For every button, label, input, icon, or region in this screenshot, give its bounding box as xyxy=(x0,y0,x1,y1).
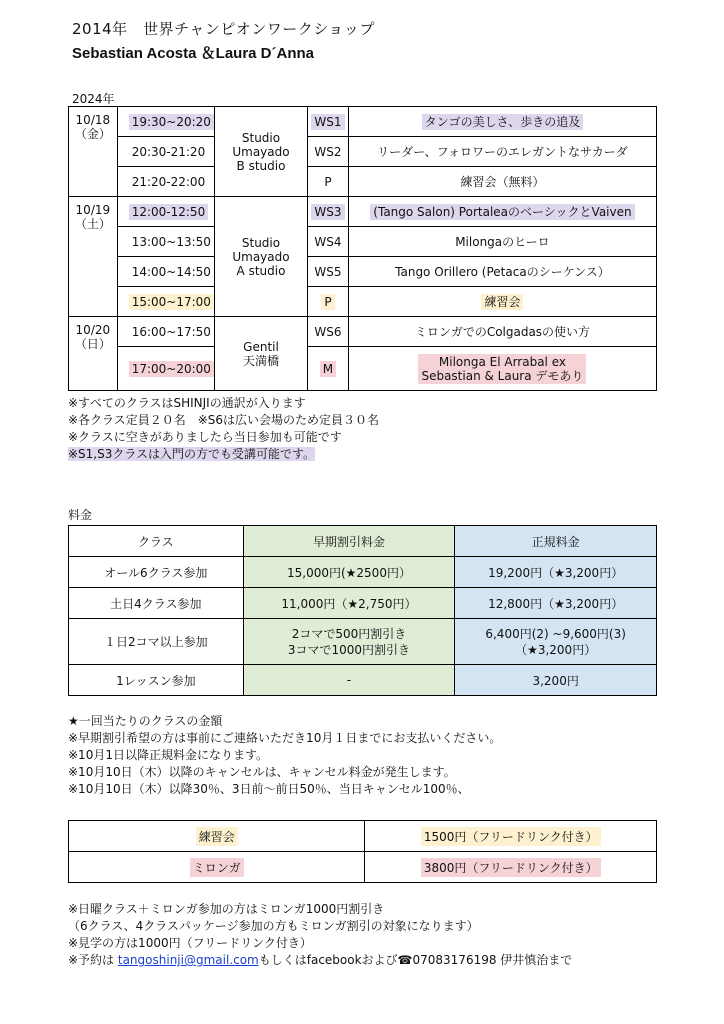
time-cell xyxy=(117,287,214,317)
date-cell xyxy=(69,317,118,391)
time-text: 14:00~14:50 xyxy=(131,264,211,279)
schedule-table xyxy=(68,106,657,391)
fees-header-cell: クラス xyxy=(69,526,244,557)
class-desc-cell xyxy=(348,197,656,227)
schedule-row xyxy=(69,197,657,227)
page-title: 2014年 世界チャンピオンワークショップ xyxy=(72,20,375,38)
class-desc-cell xyxy=(348,227,656,257)
contact-prefix: ※予約は xyxy=(68,953,118,967)
time-text: 16:00~17:50 xyxy=(131,324,211,339)
note-line: ※日曜クラス＋ミロンガ参加の方はミロンガ1000円割引き xyxy=(68,902,385,916)
extra-name: ミロンガ xyxy=(190,858,244,877)
fees-row xyxy=(69,588,657,619)
fee-regular-cell xyxy=(455,557,657,588)
class-code-text: WS1 xyxy=(311,114,344,130)
note-line: ※早期割引希望の方は事前にご連絡いただき10月１日までにお支払いください。 xyxy=(68,731,502,745)
class-code-cell xyxy=(308,167,349,197)
time-text: 19:30~20:20 xyxy=(129,114,214,130)
time-cell xyxy=(117,257,214,287)
class-desc-cell xyxy=(348,287,656,317)
date-cell xyxy=(69,197,118,317)
date-cell xyxy=(69,107,118,197)
fee-early-cell xyxy=(243,665,455,696)
schedule-row xyxy=(69,317,657,347)
class-code-text: P xyxy=(321,294,334,310)
fee-regular-cell xyxy=(455,665,657,696)
fee-early-text: 3コマで1000円割引き xyxy=(287,642,411,657)
note-line: ※10月10日（木）以降のキャンセルは、キャンセル料金が発生します。 xyxy=(68,765,456,779)
class-code-text: WS2 xyxy=(314,144,342,159)
class-desc-text: 練習会（無料） xyxy=(460,174,545,189)
venue-cell xyxy=(214,317,307,391)
class-desc-text: Sebastian & Laura デモあり xyxy=(421,368,584,383)
class-desc-wrap xyxy=(452,234,552,250)
schedule-row xyxy=(69,227,657,257)
note-line-text: ※S1,S3クラスは入門の方でも受講可能です。 xyxy=(68,447,316,461)
note-line: ※すべてのクラスはSHINJIの通訳が入ります xyxy=(68,396,306,410)
extra-price: 3800円（フリードリンク付き） xyxy=(421,858,601,877)
time-text: 12:00-12:50 xyxy=(129,204,209,220)
note-line: ★一回当たりのクラスの金額 xyxy=(68,714,223,728)
extra-row xyxy=(69,852,657,883)
class-desc-text: 練習会 xyxy=(484,294,521,309)
date-text: 10/20 xyxy=(75,323,111,337)
venue-cell xyxy=(214,197,307,317)
extra-price: 1500円（フリードリンク付き） xyxy=(421,827,601,846)
weekday-text: （金） xyxy=(74,127,111,141)
extra-name: 練習会 xyxy=(196,827,238,846)
fees-row xyxy=(69,557,657,588)
class-code-cell xyxy=(308,197,349,227)
class-desc-wrap xyxy=(481,294,523,310)
class-code-text: WS3 xyxy=(311,204,344,220)
class-desc-wrap xyxy=(457,174,547,190)
phone-icon: ☎ xyxy=(397,953,413,967)
time-cell xyxy=(117,107,214,137)
time-text: 17:00~20:00 xyxy=(129,361,214,377)
class-desc-cell xyxy=(348,107,656,137)
schedule-row xyxy=(69,167,657,197)
fees-row xyxy=(69,665,657,696)
class-desc-text: (Tango Salon) PortaleaのベーシックとVaiven xyxy=(373,204,632,219)
time-cell xyxy=(117,317,214,347)
page-subtitle: Sebastian Acosta ＆Laura D´Anna xyxy=(72,45,314,62)
contact-suffix: 07083176198 伊井慎治まで xyxy=(412,953,573,967)
schedule-notes xyxy=(68,395,379,463)
contact-line xyxy=(68,952,572,969)
extra-name-cell xyxy=(69,852,365,883)
class-desc-cell xyxy=(348,137,656,167)
class-desc-wrap xyxy=(392,264,613,280)
class-code-text: WS6 xyxy=(314,324,342,339)
fee-early-cell xyxy=(243,557,455,588)
venue-line: Umayado xyxy=(232,249,290,264)
time-text: 15:00~17:00 xyxy=(129,294,214,310)
note-line-highlighted xyxy=(68,446,379,463)
note-line: ※各クラス定員２０名 ※S6は広い会場のため定員３０名 xyxy=(68,413,380,427)
note-line: ※10月1日以降正規料金になります。 xyxy=(68,748,269,762)
fee-early-text: 2コマで500円割引き xyxy=(291,626,407,641)
class-code-cell xyxy=(308,107,349,137)
class-code-cell xyxy=(308,137,349,167)
class-code-cell xyxy=(308,257,349,287)
fee-regular-cell xyxy=(455,588,657,619)
class-desc-cell xyxy=(348,167,656,197)
class-desc-wrap xyxy=(418,354,586,384)
fee-early-cell xyxy=(243,619,455,665)
class-desc-wrap xyxy=(374,144,631,160)
fee-regular-text: 3,200円 xyxy=(532,673,579,688)
fee-class-name: 1レッスン参加 xyxy=(69,665,244,696)
time-text: 21:20-22:00 xyxy=(131,174,206,189)
class-code-cell xyxy=(308,227,349,257)
class-desc-cell xyxy=(348,317,656,347)
class-desc-text: Milongaのヒーロ xyxy=(455,234,550,249)
class-code-cell xyxy=(308,287,349,317)
class-desc-text: Tango Orillero (Petacaのシーケンス） xyxy=(395,264,610,279)
contact-middle: もしくはfacebookおよび xyxy=(258,953,398,967)
fees-header-cell: 早期割引料金 xyxy=(243,526,455,557)
date-text: 10/18 xyxy=(75,113,111,127)
fee-class-name: １日2コマ以上参加 xyxy=(69,619,244,665)
class-desc-text: リーダー、フォロワーのエレガントなサカーダ xyxy=(377,144,628,159)
class-desc-wrap xyxy=(412,324,593,340)
extra-name-cell xyxy=(69,821,365,852)
class-code-text: WS5 xyxy=(314,264,342,279)
fee-regular-cell xyxy=(455,619,657,665)
fees-table xyxy=(68,525,657,696)
venue-line: 天満橋 xyxy=(242,353,279,368)
fee-early-text: 11,000円（★2,750円） xyxy=(281,596,417,611)
class-desc-cell xyxy=(348,347,656,391)
note-line: （6クラス、4クラスパッケージ参加の方もミロンガ割引の対象になります） xyxy=(68,919,479,933)
fee-regular-text: （★3,200円） xyxy=(515,642,597,657)
class-code-text: M xyxy=(320,361,336,377)
time-cell xyxy=(117,227,214,257)
venue-line: Studio xyxy=(241,235,281,250)
fee-notes xyxy=(68,713,501,798)
venue-line: B studio xyxy=(236,158,286,173)
time-cell xyxy=(117,347,214,391)
class-code-cell xyxy=(308,347,349,391)
venue-line: Studio xyxy=(241,130,281,145)
time-cell xyxy=(117,167,214,197)
extra-price-cell xyxy=(365,852,657,883)
class-desc-wrap xyxy=(422,114,584,130)
note-line: ※10月10日（木）以降30％、3日前～前日50％、当日キャンセル100％、 xyxy=(68,782,470,796)
fee-early-text: 15,000円(★2500円） xyxy=(286,565,411,580)
fee-regular-text: 19,200円（★3,200円） xyxy=(488,565,624,580)
venue-line: Gentil xyxy=(243,339,279,354)
class-code-text: WS4 xyxy=(314,234,342,249)
time-cell xyxy=(117,137,214,167)
class-desc-wrap xyxy=(370,204,634,220)
time-cell xyxy=(117,197,214,227)
class-desc-cell xyxy=(348,257,656,287)
fee-regular-text: 6,400円(2) ~9,600円(3) xyxy=(485,626,626,641)
class-code-text: P xyxy=(324,174,332,189)
fee-class-name: 土日4クラス参加 xyxy=(69,588,244,619)
extra-row xyxy=(69,821,657,852)
time-text: 20:30-21:20 xyxy=(131,144,206,159)
year-label: 2024年 xyxy=(72,92,115,106)
fee-early-cell xyxy=(243,588,455,619)
footer-notes xyxy=(68,901,572,969)
extra-price-cell xyxy=(365,821,657,852)
date-text: 10/19 xyxy=(75,203,111,217)
fee-class-name: オール6クラス参加 xyxy=(69,557,244,588)
time-text: 13:00~13:50 xyxy=(131,234,211,249)
schedule-row xyxy=(69,257,657,287)
email-link[interactable]: tangoshinji@gmail.com xyxy=(117,953,259,967)
schedule-row xyxy=(69,287,657,317)
note-line: ※見学の方は1000円（フリードリンク付き） xyxy=(68,936,312,950)
class-desc-text: ミロンガでのColgadasの使い方 xyxy=(414,324,591,339)
class-desc-text: Milonga El Arrabal ex xyxy=(438,354,566,369)
class-code-cell xyxy=(308,317,349,347)
fees-label: 料金 xyxy=(68,508,93,522)
fee-regular-text: 12,800円（★3,200円） xyxy=(488,596,624,611)
schedule-row xyxy=(69,347,657,391)
fees-header-cell: 正規料金 xyxy=(455,526,657,557)
schedule-row xyxy=(69,107,657,137)
weekday-text: （日） xyxy=(74,337,111,351)
venue-line: Umayado xyxy=(232,144,290,159)
venue-cell xyxy=(214,107,307,197)
fee-early-text: - xyxy=(346,673,352,687)
class-desc-text: タンゴの美しさ、歩きの追及 xyxy=(424,114,581,129)
fees-header-row xyxy=(69,526,657,557)
extra-events-table xyxy=(68,820,657,883)
weekday-text: （土） xyxy=(74,217,111,231)
schedule-row xyxy=(69,137,657,167)
note-line: ※クラスに空きがありましたら当日参加も可能です xyxy=(68,430,342,444)
fees-row xyxy=(69,619,657,665)
venue-line: A studio xyxy=(236,263,286,278)
